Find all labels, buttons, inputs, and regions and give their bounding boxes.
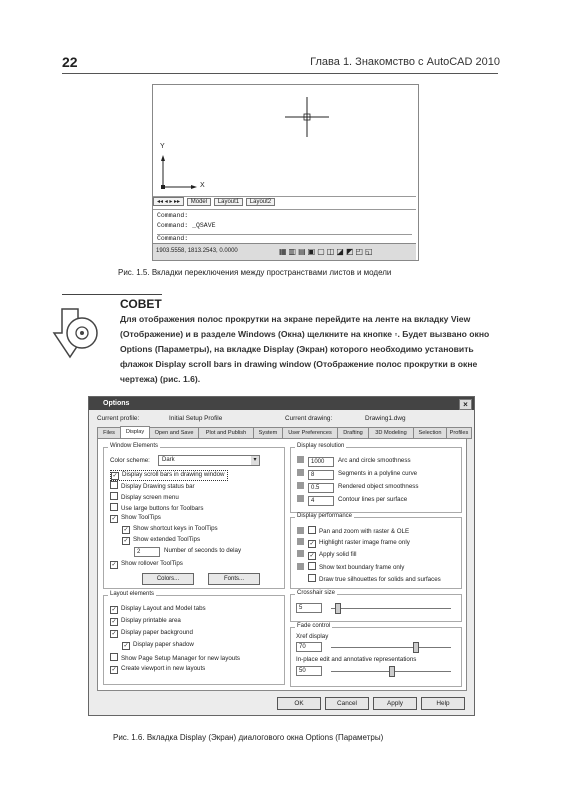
perf-icon xyxy=(297,563,304,570)
tab-nav-arrows[interactable]: ◂◂ ◂ ▸ ▸▸ xyxy=(153,197,184,206)
crosshair-value-row xyxy=(296,603,326,613)
display-performance-group xyxy=(290,513,462,589)
drawing-canvas xyxy=(153,85,416,196)
layout-elements-label: Layout elements xyxy=(110,591,155,597)
check-page-setup-manager[interactable] xyxy=(110,653,240,662)
fade-control-group xyxy=(290,623,462,687)
header-rule xyxy=(62,73,498,74)
check-label: Show rollover ToolTips xyxy=(121,560,183,567)
color-scheme-value: Dark xyxy=(162,457,175,463)
command-line-1: Command: xyxy=(157,212,189,219)
perf-silhouettes[interactable] xyxy=(308,574,441,583)
tip-disc-icon xyxy=(48,305,114,370)
running-head: Глава 1. Знакомство с AutoCAD 2010 xyxy=(310,56,500,68)
tab-files[interactable]: Files xyxy=(97,427,121,439)
y-axis-label: Y xyxy=(160,143,165,150)
checkbox[interactable]: ✓ xyxy=(111,631,117,637)
check-large-buttons[interactable] xyxy=(110,503,203,512)
tip-title: СОВЕТ xyxy=(120,297,162,311)
row-label: Rendered object smoothness xyxy=(338,483,419,490)
check-label: Show shortcut keys in ToolTips xyxy=(133,525,218,532)
check-label: Display Layout and Model tabs xyxy=(121,605,206,612)
checkbox[interactable]: ✓ xyxy=(111,607,117,613)
resolution-icon xyxy=(297,469,304,476)
perf-icon xyxy=(297,527,304,534)
check-label: Apply solid fill xyxy=(319,551,357,558)
cancel-button[interactable]: Cancel xyxy=(325,697,369,710)
checkbox[interactable] xyxy=(110,481,118,489)
delay-label: Number of seconds to delay xyxy=(164,547,242,554)
crosshair-size-group xyxy=(290,590,462,622)
resolution-icon xyxy=(297,456,304,463)
check-shortcut-keys[interactable] xyxy=(122,525,218,534)
tab-layout1[interactable]: Layout1 xyxy=(214,198,243,206)
check-label: Show extended ToolTips xyxy=(133,536,201,543)
perf-highlight-raster[interactable] xyxy=(297,538,410,548)
display-resolution-label: Display resolution xyxy=(297,443,345,449)
apply-button[interactable]: Apply xyxy=(373,697,417,710)
checkbox[interactable] xyxy=(110,503,118,511)
page-number: 22 xyxy=(62,54,78,70)
checkbox[interactable]: ✓ xyxy=(123,643,129,649)
check-label: Show Page Setup Manager for new layouts xyxy=(121,655,241,662)
delay-input[interactable]: 2 xyxy=(134,547,160,557)
checkbox[interactable]: ✓ xyxy=(123,538,129,544)
perf-text-boundary[interactable] xyxy=(297,562,404,571)
window-elements-group xyxy=(103,443,285,589)
checkbox[interactable] xyxy=(308,562,316,570)
resolution-row-contour xyxy=(297,495,407,506)
check-label: Display screen menu xyxy=(121,494,179,501)
check-printable-area[interactable] xyxy=(110,617,181,626)
check-layout-model-tabs[interactable] xyxy=(110,605,206,614)
tab-open-and-save[interactable]: Open and Save xyxy=(149,427,199,439)
tab-plot-and-publish[interactable]: Plot and Publish xyxy=(198,427,254,439)
check-show-tooltips[interactable] xyxy=(110,514,161,523)
inplace-slider-thumb[interactable] xyxy=(389,666,395,677)
crosshair-cursor xyxy=(285,97,329,137)
resolution-icon xyxy=(297,495,304,502)
fonts-button[interactable]: Fonts... xyxy=(208,573,260,585)
layout-tabs xyxy=(153,197,416,210)
help-button[interactable]: Help xyxy=(421,697,465,710)
resolution-row-arc xyxy=(297,456,411,467)
xref-display-label: Xref display xyxy=(296,633,329,640)
fade-control-label: Fade control xyxy=(297,623,331,629)
dialog-titlebar[interactable] xyxy=(89,397,474,410)
current-drawing-value: Drawing1.dwg xyxy=(365,415,406,422)
check-label: Display Drawing status bar xyxy=(121,483,195,490)
display-tab-panel xyxy=(97,438,467,691)
xref-slider-thumb[interactable] xyxy=(413,642,419,653)
check-label: Display paper background xyxy=(121,629,193,636)
tooltip-delay-row xyxy=(134,547,241,557)
checkbox[interactable]: ✓ xyxy=(111,667,117,673)
x-axis-label: X xyxy=(200,182,205,189)
display-resolution-group xyxy=(290,443,462,513)
tab-user-preferences[interactable]: User Preferences xyxy=(282,427,338,439)
value-input[interactable]: 1000 xyxy=(308,457,334,467)
check-label: Draw true silhouettes for solids and surfaces xyxy=(319,576,441,583)
check-label: Create viewport in new layouts xyxy=(121,665,206,672)
check-drawing-status-bar[interactable] xyxy=(110,481,195,490)
check-label: Display paper shadow xyxy=(133,641,194,648)
crosshair-slider-thumb[interactable] xyxy=(335,603,341,614)
checkbox[interactable] xyxy=(308,526,316,534)
perf-icon xyxy=(297,538,304,545)
check-label: Highlight raster image frame only xyxy=(319,539,410,546)
perf-icon xyxy=(297,550,304,557)
row-label: Contour lines per surface xyxy=(338,496,408,503)
checkbox[interactable]: ✓ xyxy=(112,473,118,479)
tab-layout2[interactable]: Layout2 xyxy=(246,198,275,206)
checkbox[interactable]: ✓ xyxy=(309,541,315,547)
current-profile-value: Initial Setup Profile xyxy=(169,415,223,422)
tab-drafting[interactable]: Drafting xyxy=(337,427,369,439)
figure-autocad-model-space xyxy=(152,84,419,261)
checkbox[interactable]: ✓ xyxy=(111,562,117,568)
color-scheme-select[interactable] xyxy=(158,455,260,466)
inplace-edit-label: In-place edit and annotative representations xyxy=(296,656,417,663)
tab-system[interactable]: System xyxy=(253,427,283,439)
checkbox[interactable] xyxy=(308,574,316,582)
current-drawing-label: Current drawing: xyxy=(285,415,333,422)
crosshair-size-label: Crosshair size xyxy=(297,590,336,596)
check-paper-background[interactable] xyxy=(110,629,193,638)
figure-1-6-caption: Рис. 1.6. Вкладка Display (Экран) диалогового окна Options (Параметры) xyxy=(113,733,384,742)
current-profile-label: Current profile: xyxy=(97,415,140,422)
tab-selection[interactable]: Selection xyxy=(413,427,447,439)
status-toggle-icons[interactable]: ▦▥▤▣▢◫◪◩◰◱ xyxy=(279,247,375,256)
xref-input[interactable]: 70 xyxy=(296,642,322,652)
status-bar xyxy=(153,243,416,260)
options-tabs xyxy=(97,427,467,438)
dialog-title: Options xyxy=(103,400,130,407)
check-label: Show ToolTips xyxy=(121,514,161,521)
xref-slider-track[interactable] xyxy=(331,647,451,648)
resolution-icon xyxy=(297,482,304,489)
inplace-value-row xyxy=(296,666,326,676)
crosshair-input[interactable]: 5 xyxy=(296,603,322,613)
tab-display[interactable]: Display xyxy=(120,426,150,440)
checkbox[interactable]: ✓ xyxy=(123,527,129,533)
checkbox[interactable]: ✓ xyxy=(309,553,315,559)
value-input[interactable]: 0.5 xyxy=(308,483,334,493)
checkbox[interactable]: ✓ xyxy=(111,619,117,625)
tip-body: Для отображения полос прокрутки на экране перейдите на ленте на вкладку View (Отображение) и в разделе Windows (Окна) щелкните на кнопке ▫. Будет вызвано окно Options (Параметры), на вкладке Display (Экран) которого необходимо установить флажок Display scroll bars in drawing window (Отображение полос прокрутки в окне чертежа) (рис. 1.6). xyxy=(120,314,490,384)
check-label: Use large buttons for Toolbars xyxy=(121,505,204,512)
check-create-viewport[interactable] xyxy=(110,665,205,674)
figure-1-5-caption: Рис. 1.5. Вкладки переключения между пространствами листов и модели xyxy=(118,268,392,277)
tab-3d-modeling[interactable]: 3D Modeling xyxy=(368,427,414,439)
coordinates-readout: 1903.5558, 1813.2543, 0.0000 xyxy=(156,248,238,254)
resolution-row-segments xyxy=(297,469,417,480)
ok-button[interactable]: OK xyxy=(277,697,321,710)
inplace-input[interactable]: 50 xyxy=(296,666,322,676)
chevron-down-icon[interactable]: ▾ xyxy=(251,456,259,465)
check-label: Pan and zoom with raster & OLE xyxy=(319,528,410,535)
value-input[interactable]: 4 xyxy=(308,496,334,506)
checkbox[interactable]: ✓ xyxy=(111,516,117,522)
layout-elements-group xyxy=(103,591,285,685)
drawing-area[interactable] xyxy=(153,85,416,197)
check-label: Display printable area xyxy=(121,617,181,624)
display-performance-label: Display performance xyxy=(297,513,353,519)
row-label: Segments in a polyline curve xyxy=(338,470,418,477)
check-paper-shadow[interactable] xyxy=(122,641,194,650)
check-label: Display scroll bars in drawing window xyxy=(122,471,225,478)
resolution-row-rendered xyxy=(297,482,419,493)
color-scheme-label: Color scheme: xyxy=(110,457,150,464)
checkbox[interactable] xyxy=(110,653,118,661)
xref-value-row xyxy=(296,642,326,652)
options-dialog xyxy=(88,396,475,716)
tab-profiles[interactable]: Profiles xyxy=(446,427,472,439)
value-input[interactable]: 8 xyxy=(308,470,334,480)
check-extended-tooltips[interactable] xyxy=(122,536,200,545)
check-label: Show text boundary frame only xyxy=(319,564,405,571)
perf-pan-zoom[interactable] xyxy=(297,526,409,535)
ucs-icon xyxy=(161,155,197,189)
tab-model[interactable]: Model xyxy=(187,198,211,206)
row-label: Arc and circle smoothness xyxy=(338,457,411,464)
window-elements-label: Window Elements xyxy=(110,443,159,449)
perf-solid-fill[interactable] xyxy=(297,550,357,560)
close-icon[interactable]: × xyxy=(459,399,472,410)
check-rollover-tooltips[interactable] xyxy=(110,560,183,569)
tip-rule xyxy=(62,294,162,295)
command-input[interactable]: Command: xyxy=(157,234,412,242)
check-screen-menu[interactable] xyxy=(110,492,179,501)
colors-button[interactable]: Colors... xyxy=(142,573,194,585)
checkbox[interactable] xyxy=(110,492,118,500)
command-line-2: Command: _QSAVE xyxy=(157,222,216,229)
crosshair-slider-track[interactable] xyxy=(331,608,451,609)
check-scroll-bars[interactable] xyxy=(110,470,228,481)
